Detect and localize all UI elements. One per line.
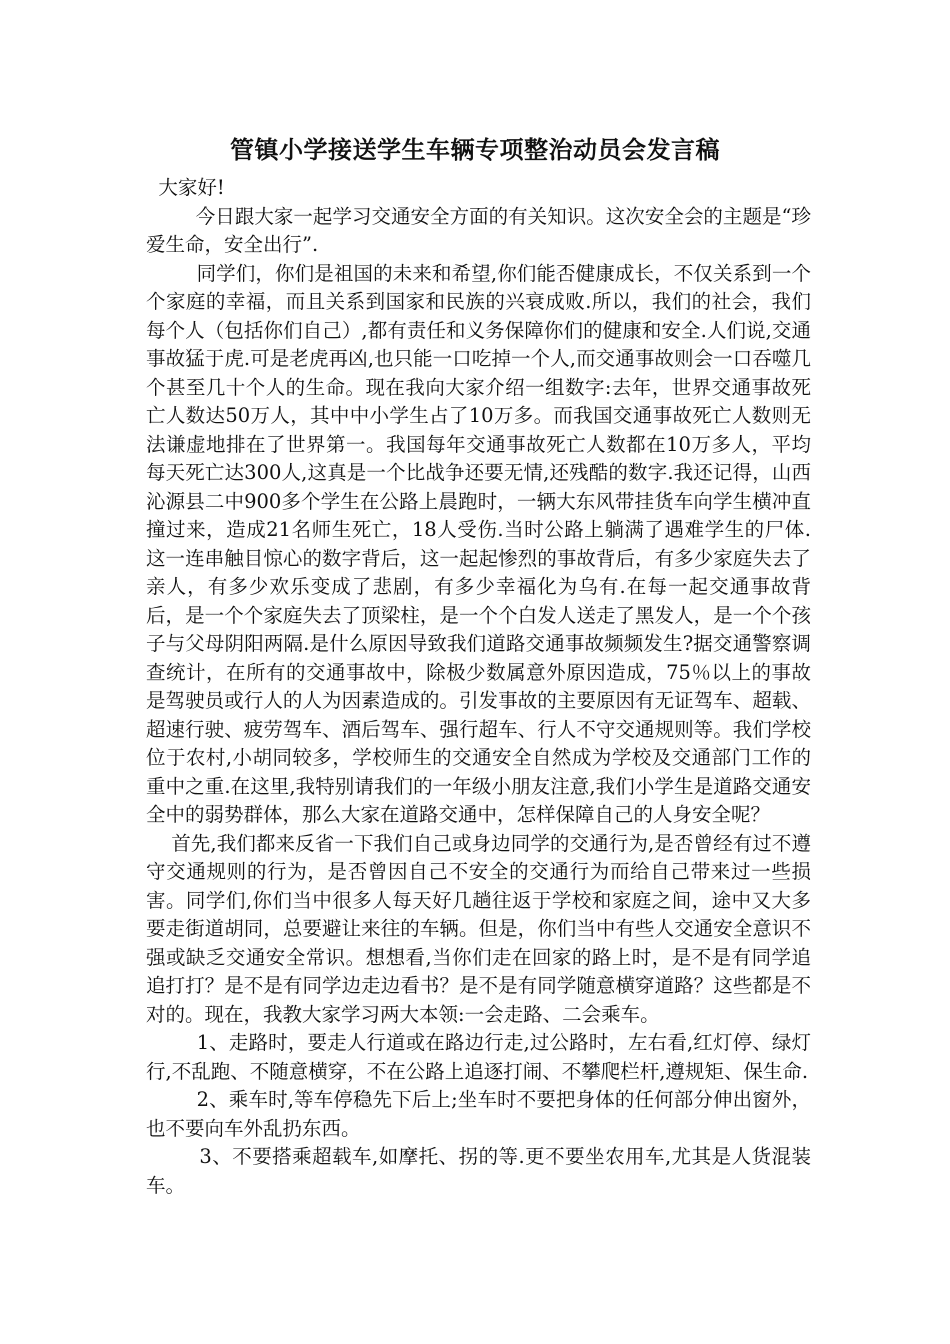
rule-riding-paragraph: 2、乘车时,等车停稳先下后上;坐车时不要把身体的任何部分伸出窗外，也不要向车外乱扔东西。 <box>146 1088 811 1140</box>
rule-walking-paragraph: 1、走路时，要走人行道或在路边行走,过公路时，左右看,红灯停、绿灯行,不乱跑、不随意横穿，不在公路上追逐打闹、不攀爬栏杆,遵规矩、保生命. <box>146 1031 811 1083</box>
intro-paragraph: 今日跟大家一起学习交通安全方面的有关知识。这次安全会的主题是“珍爱生命，安全出行”. <box>146 204 811 256</box>
statistics-paragraph: 同学们，你们是祖国的未来和希望,你们能否健康成长，不仅关系到一个个家庭的幸福，而且关系到国家和民族的兴衰成败.所以，我们的社会，我们每个人（包括你们自己）,都有责任和义务保障你们的健康和安全.人们说,交通事故猛于虎.可是老虎再凶,也只能一口吃掉一个人,而交通事故则会一口吞噬几个甚至几十个人的生命。现在我向大家介绍一组数字:去年，世界交通事故死亡人数达50万人，其中中小学生占了10万多。而我国交通事故死亡人数则无法谦虚地排在了世界第一。我国每年交通事故死亡人数都在10万多人，平均每天死亡达300人,这真是一个比战争还要无情,还残酷的数字.我还记得，山西沁源县二中900多个学生在公路上晨跑时，一辆大东风带挂货车向学生横冲直撞过来，造成21名师生死亡，18人受伤.当时公路上躺满了遇难学生的尸体.这一连串触目惊心的数字背后，这一起起惨烈的事故背后，有多少家庭失去了亲人，有多少欢乐变成了悲剧，有多少幸福化为乌有.在每一起交通事故背后，是一个个家庭失去了顶梁柱，是一个个白发人送走了黑发人，是一个个孩子与父母阴阳两隔.是什么原因导致我们道路交通事故频频发生?据交通警察调查统计，在所有的交通事故中，除极少数属意外原因造成，75％以上的事故是驾驶员或行人的人为因素造成的。引发事故的主要原因有无证驾车、超载、超速行驶、疲劳驾车、酒后驾车、强行超车、行人不守交通规则等。我们学校位于农村,小胡同较多，学校师生的交通安全自然成为学校及交通部门工作的重中之重.在这里,我特别请我们的一年级小朋友注意,我们小学生是道路交通安全中的弱势群体，那么大家在道路交通中，怎样保障自己的人身安全呢？ <box>146 261 811 826</box>
rule-overload-paragraph: 3、不要搭乘超载车,如摩托、拐的等.更不要坐农用车,尤其是人货混装车。 <box>146 1145 811 1197</box>
greeting-paragraph: 大家好! <box>146 176 225 199</box>
document-title: 管镇小学接送学生车辆专项整治动员会发言稿 <box>230 135 720 164</box>
document-body <box>146 174 811 1200</box>
reflection-paragraph: 首先,我们都来反省一下我们自己或身边同学的交通行为,是否曾经有过不遵守交通规则的行为，是否曾因自己不安全的交通行为而给自己带来过一些损害。同学们,你们当中很多人每天好几趟往返于学校和家庭之间，途中又大多要走街道胡同，总要避让来往的车辆。但是，你们当中有些人交通安全意识不强或缺乏交通安全常识。想想看,当你们走在回家的路上时，是不是有同学追追打打？是不是有同学边走边看书？是不是有同学随意横穿道路？这些都是不对的。现在，我教大家学习两大本领:一会走路、二会乘车。 <box>146 831 812 1026</box>
